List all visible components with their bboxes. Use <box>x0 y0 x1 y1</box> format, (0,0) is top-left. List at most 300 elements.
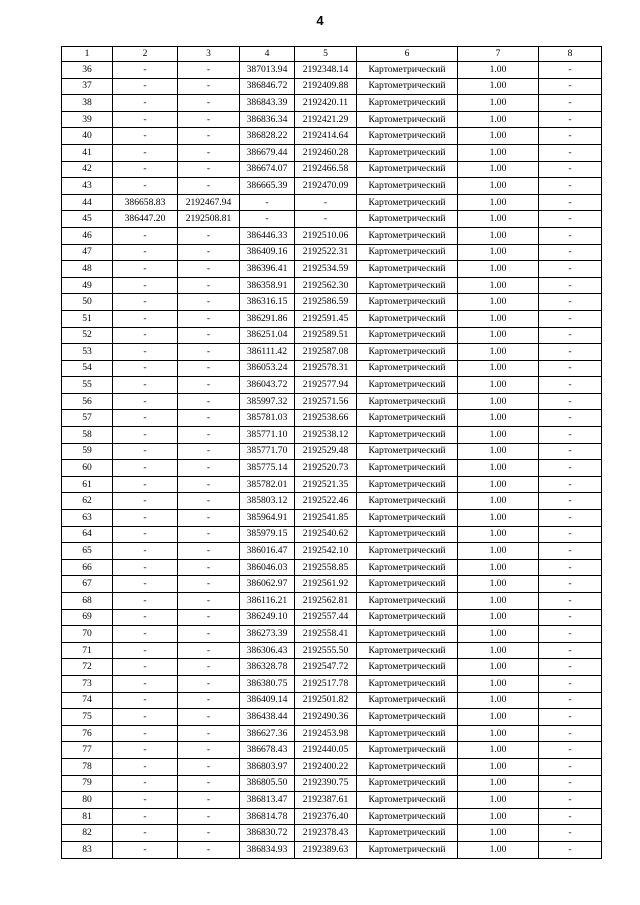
table-cell: - <box>178 294 240 311</box>
table-cell: - <box>539 410 602 427</box>
table-cell: 386674.07 <box>240 161 295 178</box>
table-cell: 386251.04 <box>240 327 295 344</box>
table-cell: - <box>539 543 602 560</box>
table-cell: 56 <box>62 393 113 410</box>
table-cell: 79 <box>62 775 113 792</box>
table-cell: 64 <box>62 526 113 543</box>
table-cell: - <box>539 758 602 775</box>
table-row <box>62 344 602 361</box>
table-cell: 74 <box>62 692 113 709</box>
table-cell: - <box>113 377 178 394</box>
table-cell: - <box>539 593 602 610</box>
table-cell: - <box>178 427 240 444</box>
table-cell: 2192558.41 <box>295 626 357 643</box>
table-cell: 2192529.48 <box>295 443 357 460</box>
table-row <box>62 675 602 692</box>
table-cell: 72 <box>62 659 113 676</box>
table-cell: - <box>539 559 602 576</box>
table-cell: 2192542.10 <box>295 543 357 560</box>
table-row <box>62 294 602 311</box>
table-cell: - <box>178 95 240 112</box>
table-cell: 386358.91 <box>240 277 295 294</box>
table-cell: Картометрический <box>357 144 458 161</box>
table-cell: 47 <box>62 244 113 261</box>
table-cell: 386116.21 <box>240 593 295 610</box>
table-cell: - <box>113 460 178 477</box>
table-cell: 60 <box>62 460 113 477</box>
table-cell: 2192470.09 <box>295 178 357 195</box>
table-row <box>62 692 602 709</box>
table-cell: 76 <box>62 725 113 742</box>
table-cell: 385771.70 <box>240 443 295 460</box>
table-cell: 386836.34 <box>240 111 295 128</box>
table-cell: 386678.43 <box>240 742 295 759</box>
table-cell: Картометрический <box>357 95 458 112</box>
table-cell: 1.00 <box>458 476 539 493</box>
table-cell: 1.00 <box>458 95 539 112</box>
table-cell: Картометрический <box>357 327 458 344</box>
table-cell: - <box>295 194 357 211</box>
table-cell: - <box>113 344 178 361</box>
table-cell: 61 <box>62 476 113 493</box>
table-cell: 83 <box>62 841 113 858</box>
table-row <box>62 327 602 344</box>
table-cell: 82 <box>62 825 113 842</box>
table-cell: - <box>178 593 240 610</box>
table-cell: 1.00 <box>458 626 539 643</box>
table-cell: 1.00 <box>458 493 539 510</box>
table-cell: Картометрический <box>357 111 458 128</box>
table-row <box>62 841 602 858</box>
table-cell: 1.00 <box>458 526 539 543</box>
table-cell: 55 <box>62 377 113 394</box>
table-cell: - <box>539 792 602 809</box>
table-cell: Картометрический <box>357 792 458 809</box>
table-cell: 386803.97 <box>240 758 295 775</box>
table-cell: - <box>178 393 240 410</box>
table-cell: 2192517.78 <box>295 675 357 692</box>
table-row <box>62 792 602 809</box>
table-cell: 2192387.61 <box>295 792 357 809</box>
table-cell: Картометрический <box>357 294 458 311</box>
table-cell: - <box>539 244 602 261</box>
table-cell: - <box>240 211 295 228</box>
table-cell: - <box>539 493 602 510</box>
table-cell: 386016.47 <box>240 543 295 560</box>
table-cell: 386665.39 <box>240 178 295 195</box>
table-body <box>62 62 602 859</box>
table-cell: Картометрический <box>357 128 458 145</box>
table-cell: - <box>113 410 178 427</box>
table-cell: 1.00 <box>458 725 539 742</box>
table-cell: 52 <box>62 327 113 344</box>
table-cell: 1.00 <box>458 709 539 726</box>
table-cell: 1.00 <box>458 194 539 211</box>
table-cell: Картометрический <box>357 261 458 278</box>
table-cell: 63 <box>62 510 113 527</box>
table-cell: Картометрический <box>357 510 458 527</box>
table-row <box>62 310 602 327</box>
table-cell: 1.00 <box>458 510 539 527</box>
table-cell: - <box>113 493 178 510</box>
table-cell: - <box>295 211 357 228</box>
table-cell: - <box>113 543 178 560</box>
table-cell: - <box>539 194 602 211</box>
table-cell: 386062.97 <box>240 576 295 593</box>
table-cell: 1.00 <box>458 825 539 842</box>
table-cell: 2192414.64 <box>295 128 357 145</box>
table-row <box>62 742 602 759</box>
table-cell: - <box>113 825 178 842</box>
table-cell: 1.00 <box>458 792 539 809</box>
table-cell: 1.00 <box>458 609 539 626</box>
table-cell: 1.00 <box>458 327 539 344</box>
table-cell: - <box>113 758 178 775</box>
table-cell: 386627.36 <box>240 725 295 742</box>
table-row <box>62 526 602 543</box>
table-row <box>62 559 602 576</box>
table-cell: 2192547.72 <box>295 659 357 676</box>
table-cell: 2192378.43 <box>295 825 357 842</box>
table-cell: 2192508.81 <box>178 211 240 228</box>
table-row <box>62 808 602 825</box>
table-cell: Картометрический <box>357 742 458 759</box>
table-cell: - <box>113 111 178 128</box>
table-cell: 42 <box>62 161 113 178</box>
table-cell: 1.00 <box>458 178 539 195</box>
table-cell: - <box>178 128 240 145</box>
table-cell: 70 <box>62 626 113 643</box>
table-cell: - <box>178 543 240 560</box>
table-cell: 2192440.05 <box>295 742 357 759</box>
table-row <box>62 111 602 128</box>
table-cell: 45 <box>62 211 113 228</box>
table-cell: 2192460.28 <box>295 144 357 161</box>
table-cell: Картометрический <box>357 543 458 560</box>
table-row <box>62 460 602 477</box>
table-cell: 1.00 <box>458 211 539 228</box>
table-cell: Картометрический <box>357 659 458 676</box>
table-cell: 57 <box>62 410 113 427</box>
table-cell: 2192562.81 <box>295 593 357 610</box>
table-cell: 386111.42 <box>240 344 295 361</box>
table-cell: 1.00 <box>458 360 539 377</box>
table-cell: - <box>539 377 602 394</box>
table-cell: 386679.44 <box>240 144 295 161</box>
table-cell: 48 <box>62 261 113 278</box>
table-cell: 1.00 <box>458 692 539 709</box>
table-cell: - <box>539 659 602 676</box>
table-cell: 1.00 <box>458 277 539 294</box>
table-cell: - <box>113 427 178 444</box>
column-header: 6 <box>357 47 458 62</box>
table-cell: 69 <box>62 609 113 626</box>
table-cell: 1.00 <box>458 460 539 477</box>
table-cell: 2192522.46 <box>295 493 357 510</box>
table-cell: 1.00 <box>458 294 539 311</box>
table-cell: 1.00 <box>458 543 539 560</box>
table-cell: 2192561.92 <box>295 576 357 593</box>
table-cell: - <box>240 194 295 211</box>
table-cell: - <box>539 393 602 410</box>
table-cell: - <box>539 626 602 643</box>
table-cell: 1.00 <box>458 742 539 759</box>
table-cell: 37 <box>62 78 113 95</box>
coordinates-table <box>61 46 602 859</box>
table-row <box>62 144 602 161</box>
table-cell: Картометрический <box>357 593 458 610</box>
table-cell: - <box>113 78 178 95</box>
table-row <box>62 128 602 145</box>
table-cell: Картометрический <box>357 377 458 394</box>
table-row <box>62 709 602 726</box>
table-cell: - <box>113 526 178 543</box>
table-cell: 40 <box>62 128 113 145</box>
table-cell: 1.00 <box>458 244 539 261</box>
table-row <box>62 227 602 244</box>
table-cell: - <box>539 128 602 145</box>
table-cell: - <box>113 443 178 460</box>
table-cell: 1.00 <box>458 559 539 576</box>
table-cell: 2192557.44 <box>295 609 357 626</box>
table-cell: - <box>178 261 240 278</box>
table-cell: - <box>178 841 240 858</box>
table-cell: Картометрический <box>357 211 458 228</box>
table-cell: - <box>178 360 240 377</box>
table-cell: - <box>113 360 178 377</box>
table-cell: 386846.72 <box>240 78 295 95</box>
table-cell: - <box>539 609 602 626</box>
table-cell: 36 <box>62 62 113 79</box>
table-cell: 2192400.22 <box>295 758 357 775</box>
table-cell: 1.00 <box>458 144 539 161</box>
table-cell: 385964.91 <box>240 510 295 527</box>
table-cell: 1.00 <box>458 659 539 676</box>
table-row <box>62 493 602 510</box>
table-cell: 386658.83 <box>113 194 178 211</box>
table-cell: - <box>178 808 240 825</box>
table-cell: - <box>539 725 602 742</box>
table-cell: 2192467.94 <box>178 194 240 211</box>
table-cell: Картометрический <box>357 493 458 510</box>
table-cell: 385775.14 <box>240 460 295 477</box>
table-cell: 71 <box>62 642 113 659</box>
table-cell: 386316.15 <box>240 294 295 311</box>
table-cell: - <box>178 460 240 477</box>
table-header-row <box>62 47 602 62</box>
table-cell: 1.00 <box>458 227 539 244</box>
table-cell: Картометрический <box>357 360 458 377</box>
table-cell: 81 <box>62 808 113 825</box>
table-row <box>62 161 602 178</box>
table-cell: - <box>178 775 240 792</box>
table-cell: - <box>113 310 178 327</box>
table-cell: Картометрический <box>357 626 458 643</box>
table-cell: - <box>539 841 602 858</box>
table-cell: - <box>539 261 602 278</box>
table-cell: 386380.75 <box>240 675 295 692</box>
table-cell: - <box>539 427 602 444</box>
table-cell: 2192409.88 <box>295 78 357 95</box>
table-cell: Картометрический <box>357 410 458 427</box>
table-row <box>62 593 602 610</box>
table-cell: 2192389.63 <box>295 841 357 858</box>
table-row <box>62 725 602 742</box>
table-cell: - <box>539 576 602 593</box>
table-cell: - <box>178 78 240 95</box>
table-row <box>62 609 602 626</box>
table-cell: 2192555.50 <box>295 642 357 659</box>
table-cell: 2192453.98 <box>295 725 357 742</box>
table-cell: 386409.16 <box>240 244 295 261</box>
table-cell: 1.00 <box>458 344 539 361</box>
table-cell: - <box>539 178 602 195</box>
table-cell: 49 <box>62 277 113 294</box>
table-cell: 386396.41 <box>240 261 295 278</box>
table-row <box>62 178 602 195</box>
table-cell: 50 <box>62 294 113 311</box>
table-cell: 44 <box>62 194 113 211</box>
table-cell: 2192558.85 <box>295 559 357 576</box>
table-cell: 2192541.85 <box>295 510 357 527</box>
table-cell: 1.00 <box>458 758 539 775</box>
table-cell: 2192501.82 <box>295 692 357 709</box>
table-cell: 2192538.66 <box>295 410 357 427</box>
table-cell: - <box>113 476 178 493</box>
table-cell: - <box>113 725 178 742</box>
table-cell: - <box>113 626 178 643</box>
table-cell: - <box>113 327 178 344</box>
table-cell: Картометрический <box>357 393 458 410</box>
table-cell: Картометрический <box>357 78 458 95</box>
table-cell: - <box>178 626 240 643</box>
column-header: 1 <box>62 47 113 62</box>
table-cell: Картометрический <box>357 460 458 477</box>
column-header: 5 <box>295 47 357 62</box>
table-row <box>62 211 602 228</box>
table-cell: Картометрический <box>357 344 458 361</box>
table-cell: - <box>113 244 178 261</box>
table-cell: - <box>539 360 602 377</box>
table-cell: Картометрический <box>357 194 458 211</box>
table-cell: - <box>113 178 178 195</box>
table-cell: - <box>113 792 178 809</box>
table-cell: - <box>539 709 602 726</box>
table-cell: 386814.78 <box>240 808 295 825</box>
table-cell: - <box>178 161 240 178</box>
table-cell: - <box>178 510 240 527</box>
table-cell: Картометрический <box>357 526 458 543</box>
table-cell: 386843.39 <box>240 95 295 112</box>
table-cell: - <box>178 825 240 842</box>
table-cell: 1.00 <box>458 593 539 610</box>
table-cell: 385771.10 <box>240 427 295 444</box>
table-cell: - <box>113 128 178 145</box>
table-cell: 2192578.31 <box>295 360 357 377</box>
table-cell: Картометрический <box>357 808 458 825</box>
table-cell: - <box>539 211 602 228</box>
table-cell: - <box>113 510 178 527</box>
table-cell: 386813.47 <box>240 792 295 809</box>
table-cell: 2192562.30 <box>295 277 357 294</box>
table-cell: 2192521.35 <box>295 476 357 493</box>
table-cell: - <box>113 675 178 692</box>
table-cell: 2192390.75 <box>295 775 357 792</box>
table-row <box>62 443 602 460</box>
table-cell: - <box>178 62 240 79</box>
table-cell: 1.00 <box>458 427 539 444</box>
table-row <box>62 377 602 394</box>
table-cell: - <box>113 393 178 410</box>
table-cell: - <box>113 277 178 294</box>
table-cell: - <box>178 493 240 510</box>
table-cell: 75 <box>62 709 113 726</box>
table-cell: 67 <box>62 576 113 593</box>
table-row <box>62 758 602 775</box>
table-cell: 59 <box>62 443 113 460</box>
table-cell: - <box>539 227 602 244</box>
table-cell: 386046.03 <box>240 559 295 576</box>
table-row <box>62 626 602 643</box>
table-cell: Картометрический <box>357 244 458 261</box>
table-cell: - <box>113 609 178 626</box>
table-cell: - <box>539 161 602 178</box>
table-cell: - <box>178 642 240 659</box>
table-cell: - <box>113 742 178 759</box>
table-cell: 386273.39 <box>240 626 295 643</box>
table-cell: 2192421.29 <box>295 111 357 128</box>
table-cell: - <box>539 825 602 842</box>
table-cell: 387013.94 <box>240 62 295 79</box>
table-cell: - <box>178 526 240 543</box>
table-cell: - <box>178 659 240 676</box>
table-cell: - <box>178 111 240 128</box>
table-cell: 386805.50 <box>240 775 295 792</box>
table-cell: - <box>178 327 240 344</box>
table-cell: 2192540.62 <box>295 526 357 543</box>
table-row <box>62 261 602 278</box>
table-cell: 386328.78 <box>240 659 295 676</box>
table-cell: 386249.10 <box>240 609 295 626</box>
table-cell: - <box>539 742 602 759</box>
table-cell: - <box>178 410 240 427</box>
table-cell: - <box>113 841 178 858</box>
table-cell: 2192466.58 <box>295 161 357 178</box>
table-row <box>62 393 602 410</box>
table-cell: 386306.43 <box>240 642 295 659</box>
table-cell: 2192522.31 <box>295 244 357 261</box>
table-cell: Картометрический <box>357 841 458 858</box>
page-number: 4 <box>316 13 324 28</box>
table-cell: Картометрический <box>357 178 458 195</box>
table-cell: 386828.22 <box>240 128 295 145</box>
table-cell: - <box>113 294 178 311</box>
table-cell: - <box>113 62 178 79</box>
table-cell: 51 <box>62 310 113 327</box>
table-cell: Картометрический <box>357 758 458 775</box>
table-cell: 2192520.73 <box>295 460 357 477</box>
table-cell: 1.00 <box>458 675 539 692</box>
table-cell: Картометрический <box>357 709 458 726</box>
table-cell: 386446.33 <box>240 227 295 244</box>
table-cell: 68 <box>62 593 113 610</box>
table-cell: 386053.24 <box>240 360 295 377</box>
table-cell: 1.00 <box>458 310 539 327</box>
table-cell: - <box>178 692 240 709</box>
table-cell: - <box>113 144 178 161</box>
table-cell: 1.00 <box>458 261 539 278</box>
table-cell: Картометрический <box>357 559 458 576</box>
